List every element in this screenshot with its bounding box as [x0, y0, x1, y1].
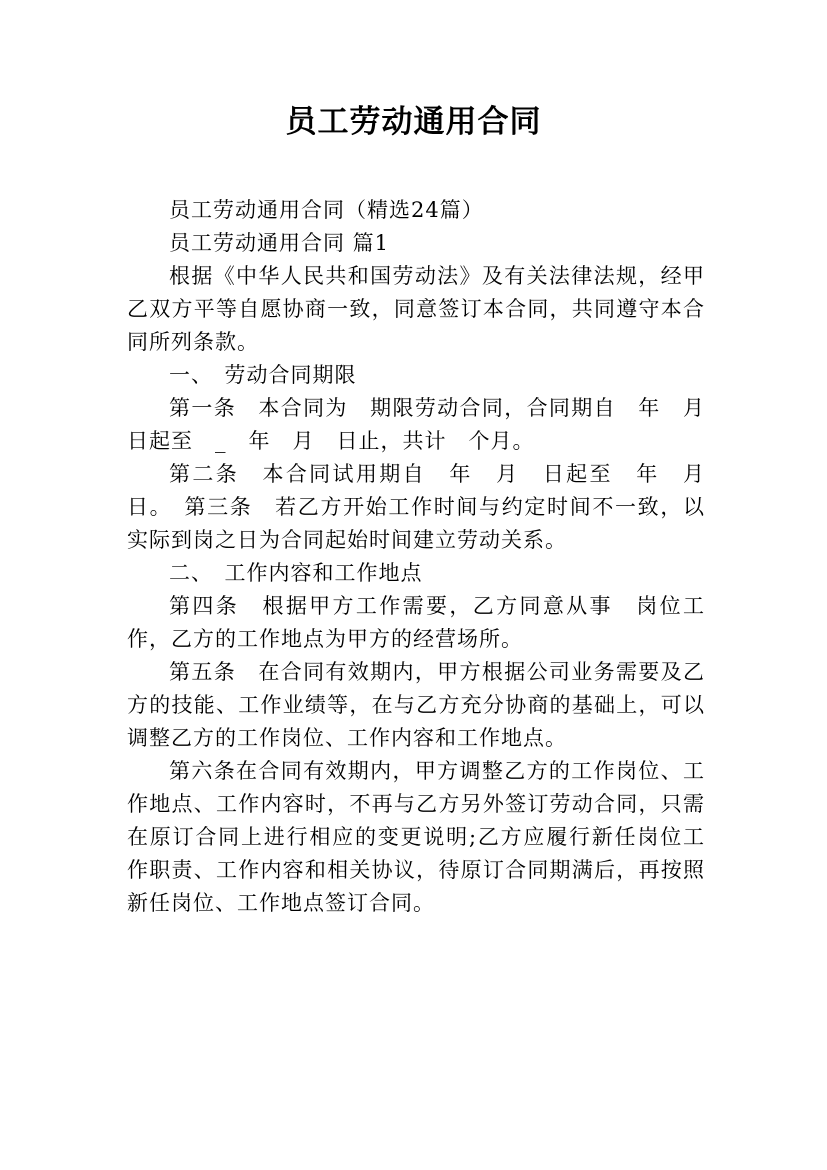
document-body [127, 194, 727, 920]
section-heading-term: 一、 劳动合同期限 [169, 363, 357, 387]
paragraph-preamble: 根据《中华人民共和国劳动法》及有关法律法规，经甲乙双方平等自愿协商一致，同意签订本合同，共同遵守本合同所列条款。 [127, 264, 705, 354]
section-heading-work: 二、 工作内容和工作地点 [169, 561, 423, 585]
clause-6: 第六条在合同有效期内，甲方调整乙方的工作岗位、工作地点、工作内容时，不再与乙方另外签订劳动合同，只需在原订合同上进行相应的变更说明;乙方应履行新任岗位工作职责、工作内容和相关协议，待原订合同期满后，再按照新任岗位、工作地点签订合同。 [127, 759, 705, 915]
clause-4: 第四条 根据甲方工作需要，乙方同意从事 岗位工作，乙方的工作地点为甲方的经营场所。 [127, 594, 705, 651]
document-title: 员工劳动通用合同 [285, 104, 542, 140]
paragraph-subtitle: 员工劳动通用合同（精选24篇） [169, 198, 484, 222]
paragraph-article-heading: 员工劳动通用合同 篇1 [169, 231, 390, 255]
clause-2-3: 第二条 本合同试用期自 年 月 日起至 年 月 日。 第三条 若乙方开始工作时间与约定时间不一致，以实际到岗之日为合同起始时间建立劳动关系。 [127, 462, 727, 552]
clause-1: 第一条 本合同为 期限劳动合同，合同期自 年 月 日起至 _ 年 月 日止，共计 个月。 [127, 396, 727, 453]
clause-5: 第五条 在合同有效期内，甲方根据公司业务需要及乙方的技能、工作业绩等，在与乙方充分协商的基础上，可以调整乙方的工作岗位、工作内容和工作地点。 [127, 660, 705, 750]
